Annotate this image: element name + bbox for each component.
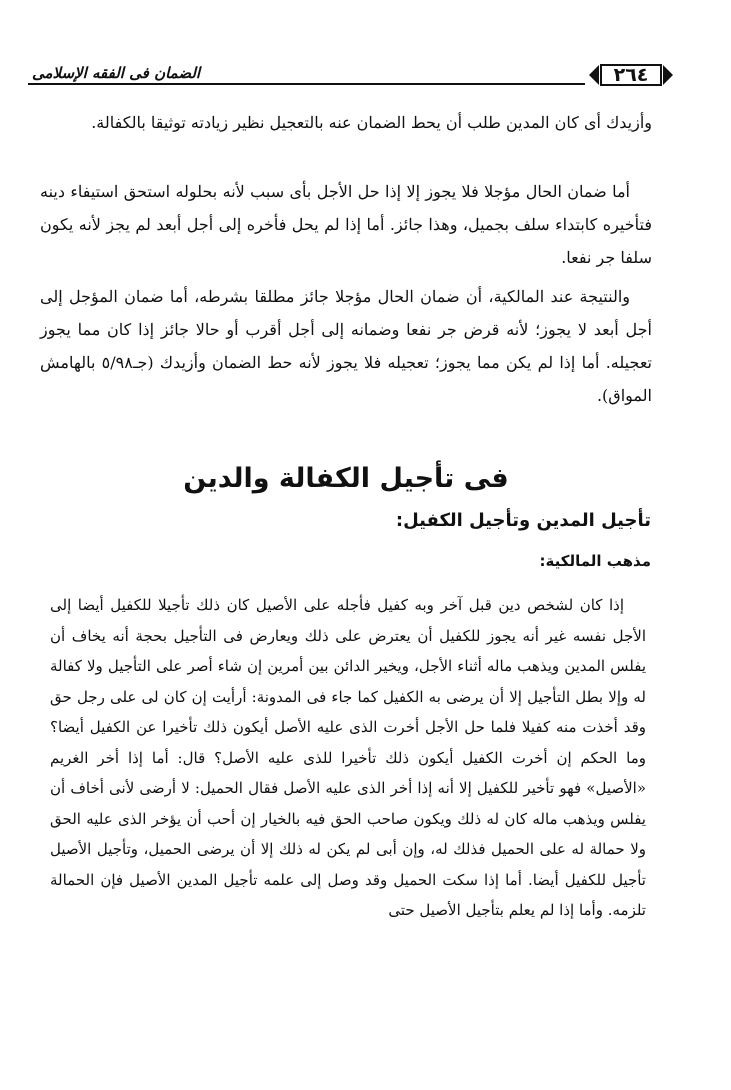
paragraph-3: والنتيجة عند المالكية، أن ضمان الحال مؤجلا جائز مطلقا بشرطه، أما ضمان المؤجل إلى أجل أبعد لا يجوز؛ لأنه قرض جر نفعا وضمانه إلى أجل أقرب أو حالا جائز إذا كان مما يجوز تعجيله. أما إذا لم يكن مما يجوز؛ تعجيله فلا يجوز لأنه حط الضمان وأزيدك (جـ٥/٩٨ بالهامش المواق). xyxy=(40,287,652,405)
paragraph-1: وأزيدك أى كان المدين طلب أن يحط الضمان عنه بالتعجيل نظير زيادته توثيقا بالكفالة. xyxy=(91,113,652,132)
paragraph-2: أما ضمان الحال مؤجلا فلا يجوز إلا إذا حل الأجل بأى سبب لأنه بحلوله استحق استيفاء دينه فتأخيره كابتداء سلف بجميل، وهذا جائز. أما إذا لم يحل فأخره إلى أجل أبعد لم يجز لأنه يكون سلفا جر نفعا. xyxy=(40,182,652,267)
page-header xyxy=(28,62,673,92)
page-number-frame xyxy=(589,62,673,88)
school-heading: مذهب المالكية: xyxy=(539,552,651,570)
section-subtitle: تأجيل المدين وتأجيل الكفيل: xyxy=(395,510,651,531)
paragraph-4: إذا كان لشخص دين قبل آخر وبه كفيل فأجله على الأصيل كان ذلك تأجيلا للكفيل أيضا إلى الأجل نفسه غير أنه يجوز للكفيل أن يعترض على ذلك ويعارض فى التأجيل بحجة أنه يخاف أن يفلس المدين ويذهب ماله أثناء الأجل، ويخير الدائن بين أمرين إن شاء أصر على التأجيل ولا كفالة له وإلا بطل التأجيل إلا أن يرضى به الكفيل كما جاء فى المدونة: أرأيت إن كان لى على رجل حق وقد أخذت منه كفيلا فلما حل الأجل أخرت الذى عليه الأصل أيكون ذلك تأخيرا عن الكفيل أيضا؟ وما الحكم إن أخرت الكفيل أيكون ذلك تأخيرا للذى عليه الأصل؟ قال: أما إذا أخر الغريم «الأصيل» فهو تأخير للكفيل إلا أنه إذا أخر الذى عليه الأصل فقال الحميل: لا أرضى لأنى أخاف أن يفلس ويذهب ماله كان له ذلك ويكون صاحب الحق فيه بالخيار إن أحب أن يؤخر الذى عليه الحق ولا حمالة له على الحميل فذلك له، وإن أبى لم يكن له ذلك إلا أن يرضى الحميل، وتأجيل الأصيل تأجيل للكفيل أيضا. أما إذا سكت الحميل وقد وصل إلى علمه تأجيل المدين الأصيل فإن الحمالة تلزمه. وأما إذا لم يعلم بتأجيل الأصيل حتى xyxy=(50,596,646,919)
section-title: فى تأجيل الكفالة والدين xyxy=(183,463,509,494)
page-number: ٢٦٤ xyxy=(613,64,649,86)
header-rule xyxy=(28,83,585,85)
running-title: الضمان فى الفقه الإسلامى xyxy=(32,64,201,82)
